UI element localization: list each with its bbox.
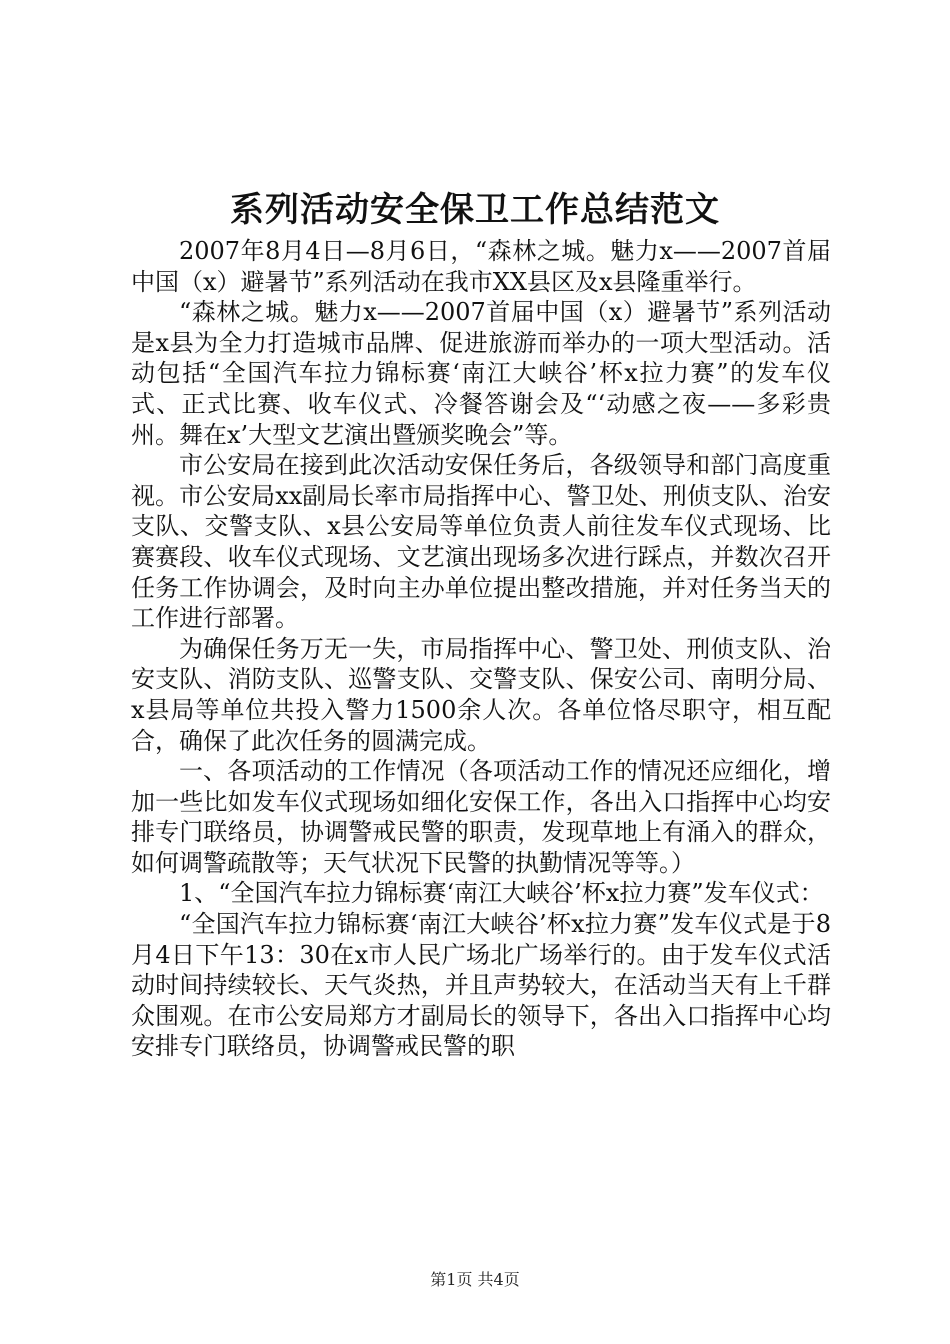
paragraph-section-one: 一、各项活动的工作情况（各项活动工作的情况还应细化，增加一些比如发车仪式现场如细化安保工作，各出入口指挥中心均安排专门联络员，协调警戒民警的职责，发现草地上有涌入的群众，如何调警疏散等；天气状况下民警的执勤情况等等。）	[131, 757, 831, 877]
paragraph-intro: 2007年8月4日—8月6日，“森林之城。魅力x——2007首届中国（x）避暑节”系列活动在我市XX县区及x县隆重举行。	[131, 237, 831, 296]
paragraph-deployment: 为确保任务万无一失，市局指挥中心、警卫处、刑侦支队、治安支队、消防支队、巡警支队、交警支队、保安公司、南明分局、x县局等单位共投入警力1500余人次。各单位恪尽职守，相互配合，确保了此次任务的圆满完成。	[131, 634, 831, 755]
document-title: 系列活动安全保卫工作总结范文	[230, 190, 720, 230]
paragraph-background: “森林之城。魅力x——2007首届中国（x）避暑节”系列活动是x县为全力打造城市品牌、促进旅游而举办的一项大型活动。活动包括“全国汽车拉力锦标赛‘南江大峡谷’杯x拉力赛”的发车仪式、正式比赛、收车仪式、冷餐答谢会及“‘动感之夜——多彩贵州。舞在x’大型文艺演出暨颁奖晚会”等。	[131, 298, 831, 449]
document-body	[131, 236, 831, 1062]
paragraph-preparation: 市公安局在接到此次活动安保任务后，各级领导和部门高度重视。市公安局xx副局长率市局指挥中心、警卫处、刑侦支队、治安支队、交警支队、x县公安局等单位负责人前往发车仪式现场、比赛赛段、收车仪式现场、文艺演出现场多次进行踩点，并数次召开任务工作协调会，及时向主办单位提出整改措施，并对任务当天的工作进行部署。	[131, 451, 831, 633]
page-footer: 第1页 共4页	[430, 1270, 520, 1289]
paragraph-item-one-heading: 1、“全国汽车拉力锦标赛‘南江大峡谷’杯x拉力赛”发车仪式：	[179, 879, 824, 908]
paragraph-item-one-body: “全国汽车拉力锦标赛‘南江大峡谷’杯x拉力赛”发车仪式是于8月4日下午13：30在x市人民广场北广场举行的。由于发车仪式活动时间持续较长、天气炎热，并且声势较大，在活动当天有上千群众围观。在市公安局郑方才副局长的领导下，各出入口指挥中心均安排专门联络员，协调警戒民警的职	[131, 910, 831, 1061]
